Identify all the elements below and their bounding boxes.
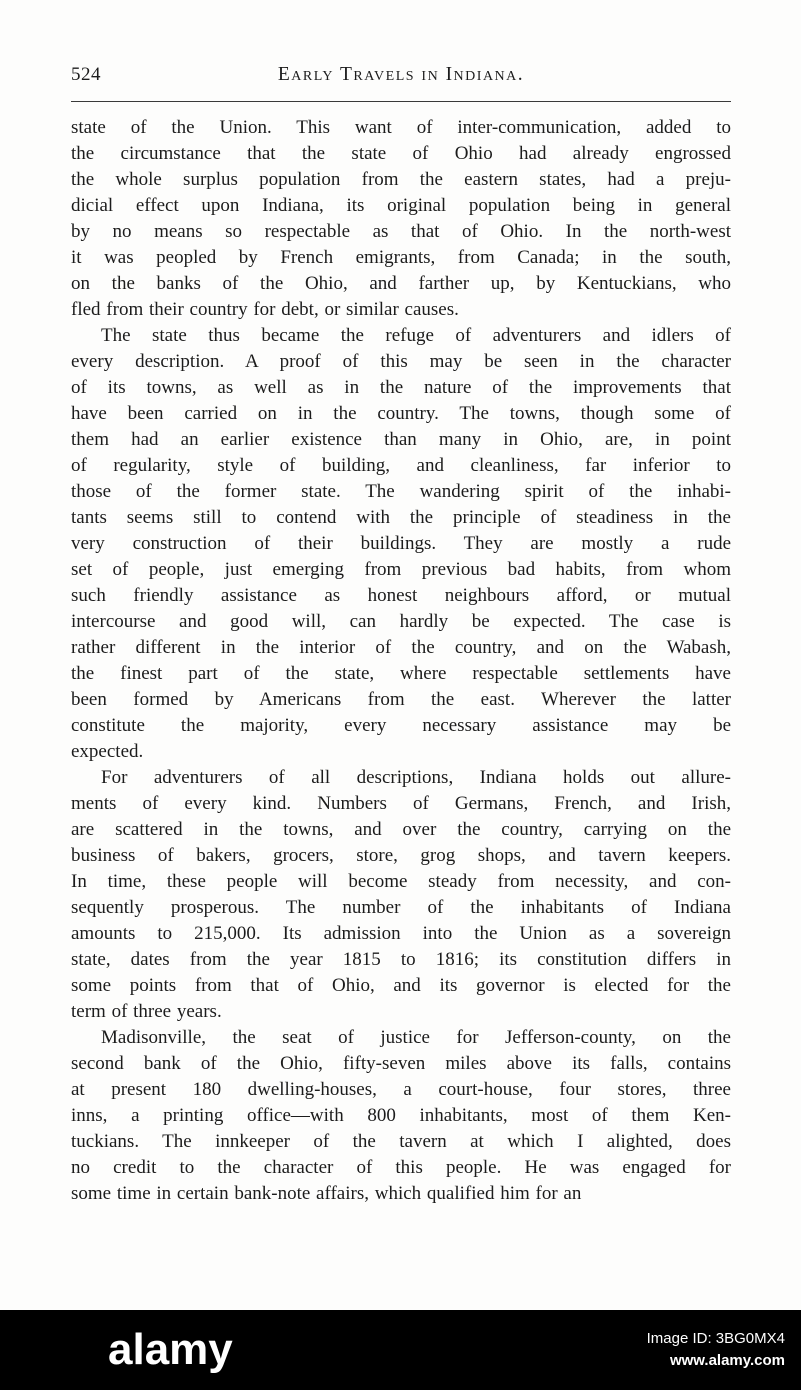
text-line: The state thus became the refuge of adventurers and idlers of: [101, 325, 731, 346]
text-line: state, dates from the year 1815 to 1816; its constitution differs in: [71, 949, 731, 970]
paragraph: [71, 115, 731, 323]
text-line: rather different in the interior of the country, and on the Wabash,: [71, 637, 731, 658]
page-number: 524: [71, 64, 101, 85]
text-line: are scattered in the towns, and over the country, carrying on the: [71, 819, 731, 840]
text-line: business of bakers, grocers, store, grog shops, and tavern keepers.: [71, 845, 731, 866]
text-line: expected.: [71, 741, 144, 762]
text-line: fled from their country for debt, or similar causes.: [71, 299, 459, 320]
text-line: amounts to 215,000. Its admission into the Union as a sovereign: [71, 923, 731, 944]
text-line: at present 180 dwelling-houses, a court-house, four stores, three: [71, 1079, 731, 1100]
text-line: inns, a printing office—with 800 inhabitants, most of them Ken-: [71, 1105, 731, 1126]
text-line: ments of every kind. Numbers of Germans, French, and Irish,: [71, 793, 731, 814]
text-line: dicial effect upon Indiana, its original population being in general: [71, 195, 731, 216]
text-line: such friendly assistance as honest neighbours afford, or mutual: [71, 585, 731, 606]
text-line: no credit to the character of this people. He was engaged for: [71, 1157, 731, 1178]
text-line: every description. A proof of this may be seen in the character: [71, 351, 731, 372]
text-line: intercourse and good will, can hardly be expected. The case is: [71, 611, 731, 632]
text-line: the finest part of the state, where respectable settlements have: [71, 663, 731, 684]
text-line: set of people, just emerging from previous bad habits, from whom: [71, 559, 731, 580]
text-line: term of three years.: [71, 1001, 222, 1022]
text-line: Madisonville, the seat of justice for Jefferson-county, on the: [101, 1027, 731, 1048]
text-line: those of the former state. The wandering spirit of the inhabi-: [71, 481, 731, 502]
text-line: of regularity, style of building, and cleanliness, far inferior to: [71, 455, 731, 476]
paragraph: [71, 323, 731, 765]
text-line: state of the Union. This want of inter-communication, added to: [71, 117, 731, 138]
text-line: sequently prosperous. The number of the inhabitants of Indiana: [71, 897, 731, 918]
text-line: on the banks of the Ohio, and farther up, by Kentuckians, who: [71, 273, 731, 294]
text-line: For adventurers of all descriptions, Indiana holds out allure-: [101, 767, 731, 788]
paragraph: [71, 1025, 731, 1207]
paragraph: [71, 765, 731, 1025]
alamy-url: www.alamy.com: [669, 1352, 785, 1369]
text-line: it was peopled by French emigrants, from Canada; in the south,: [71, 247, 731, 268]
alamy-logo: alamy: [108, 1325, 233, 1374]
text-line: have been carried on in the country. The towns, though some of: [71, 403, 731, 424]
text-line: been formed by Americans from the east. Wherever the latter: [71, 689, 731, 710]
watermark-meta: [647, 1328, 785, 1372]
text-line: second bank of the Ohio, fifty-seven miles above its falls, contains: [71, 1053, 731, 1074]
text-line: some time in certain bank-note affairs, which qualified him for an: [71, 1183, 582, 1204]
text-line: the circumstance that the state of Ohio had already engrossed: [71, 143, 731, 164]
text-line: of its towns, as well as in the nature of the improvements that: [71, 377, 731, 398]
text-line: In time, these people will become steady from necessity, and con-: [71, 871, 731, 892]
text-line: by no means so respectable as that of Ohio. In the north-west: [71, 221, 731, 242]
watermark-bar: [0, 1310, 801, 1390]
text-line: tuckians. The innkeeper of the tavern at which I alighted, does: [71, 1131, 731, 1152]
page-title: Early Travels in Indiana.: [277, 64, 525, 85]
text-line: the whole surplus population from the eastern states, had a preju-: [71, 169, 731, 190]
text-line: some points from that of Ohio, and its governor is elected for the: [71, 975, 731, 996]
running-head: [71, 64, 731, 102]
image-id-label: Image ID: 3BG0MX4: [646, 1330, 785, 1347]
text-line: constitute the majority, every necessary assistance may be: [71, 715, 731, 736]
text-line: very construction of their buildings. They are mostly a rude: [71, 533, 731, 554]
page-body: [71, 102, 731, 1207]
text-line: them had an earlier existence than many in Ohio, are, in point: [71, 429, 731, 450]
text-line: tants seems still to contend with the principle of steadiness in the: [71, 507, 731, 528]
